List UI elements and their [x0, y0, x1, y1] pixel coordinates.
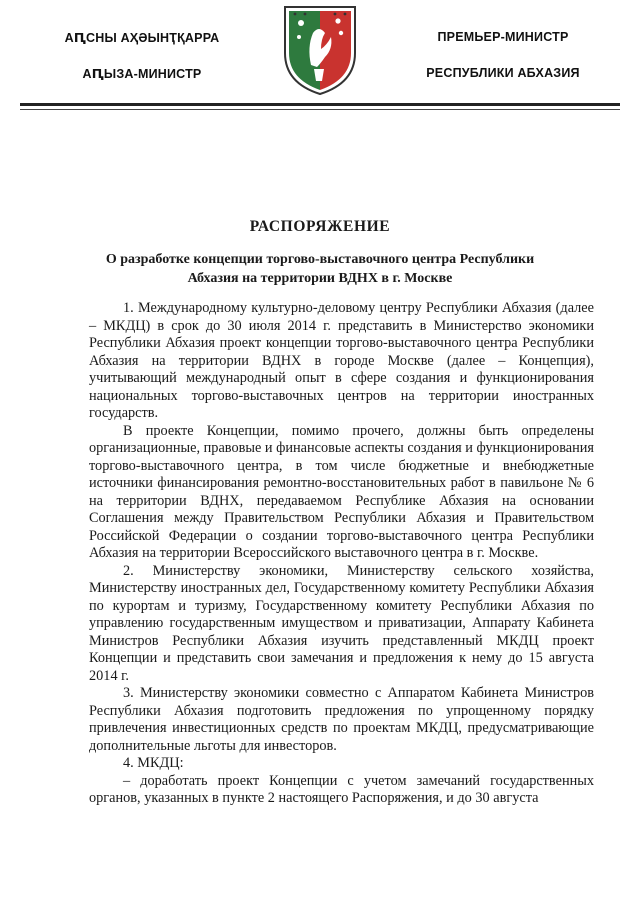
letterhead-left-title: АԤСНЫ АҲӘЫНҬҚАРРА: [64, 31, 220, 45]
letterhead-rule-thick: [20, 103, 620, 106]
letterhead-right-title: ПРЕМЬЕР-МИНИСТР: [437, 30, 569, 44]
paragraph-4-item: – доработать проект Концепции с учетом замечаний государственных органов, указанных в пункте 2 настоящего Распоряжения, и до 30 августа: [89, 772, 594, 806]
paragraph-4-heading: 4. МКДЦ:: [123, 755, 184, 771]
document-title: РАСПОРЯЖЕНИЕ: [249, 218, 391, 235]
paragraph-1-continued: В проекте Концепции, помимо прочего, должны быть определены организационные, правовые и финансовые аспекты создания и функционирования торгово-выставочного центра, в том числе бюджетные и внебюджетные источники финансирования ремонтно-восстановительных работ в павильоне № 6 на территории ВДНХ, передаваемом Республике Абхазия на основании Соглашения между Правительством Республики Абхазия и Правительством Российской Федерации о создании торгово-выставочного центра Республики Абхазия на территории Всероссийского выставочного центра в г. Москве.: [89, 422, 594, 561]
paragraph-2: 2. Министерству экономики, Министерству сельского хозяйства, Министерству иностранных дел, Государственному комитету Республики Абхазия по курортам и туризму, Государственному комитету Республики Абхазия по управлению государственным имуществом и приватизации, Аппарату Кабинета Министров Республики Абхазия изучить представленный МКДЦ проект Концепции и представить свои замечания и предложения к нему до 15 августа 2014 г.: [89, 562, 594, 684]
document-subject: О разработке концепции торгово-выставочного центра Республики Абхазия на территории ВДНХ в г. Москве: [105, 252, 535, 286]
letterhead-right-subtitle: РЕСПУБЛИКИ АБХАЗИЯ: [426, 66, 580, 80]
letterhead: [0, 0, 640, 112]
paragraph-1: 1. Международному культурно-деловому центру Республики Абхазия (далее – МКДЦ) в срок до 30 июля 2014 г. представить в Министерство экономики Республики Абхазия проект концепции торгово-выставочного центра Республики Абхазия на территории ВДНХ в городе Москве (далее – Концепция), учитывающий международный опыт в сфере создания и функционирования национальных торгово-выставочных центров на территории иностранных государств.: [89, 300, 594, 421]
paragraph-3: 3. Министерству экономики совместно с Аппаратом Кабинета Министров Республики Абхазия подготовить предложения по упрощенному порядку привлечения инвестиционных средств по проектам МКДЦ, предусматривающие дополнительные льготы для инвесторов.: [89, 685, 594, 754]
coat-of-arms-icon: [281, 3, 359, 97]
letterhead-rule-thin: [20, 109, 620, 110]
letterhead-left-subtitle: АԤЫЗА-МИНИСТР: [82, 67, 202, 81]
document-body: [89, 300, 594, 808]
